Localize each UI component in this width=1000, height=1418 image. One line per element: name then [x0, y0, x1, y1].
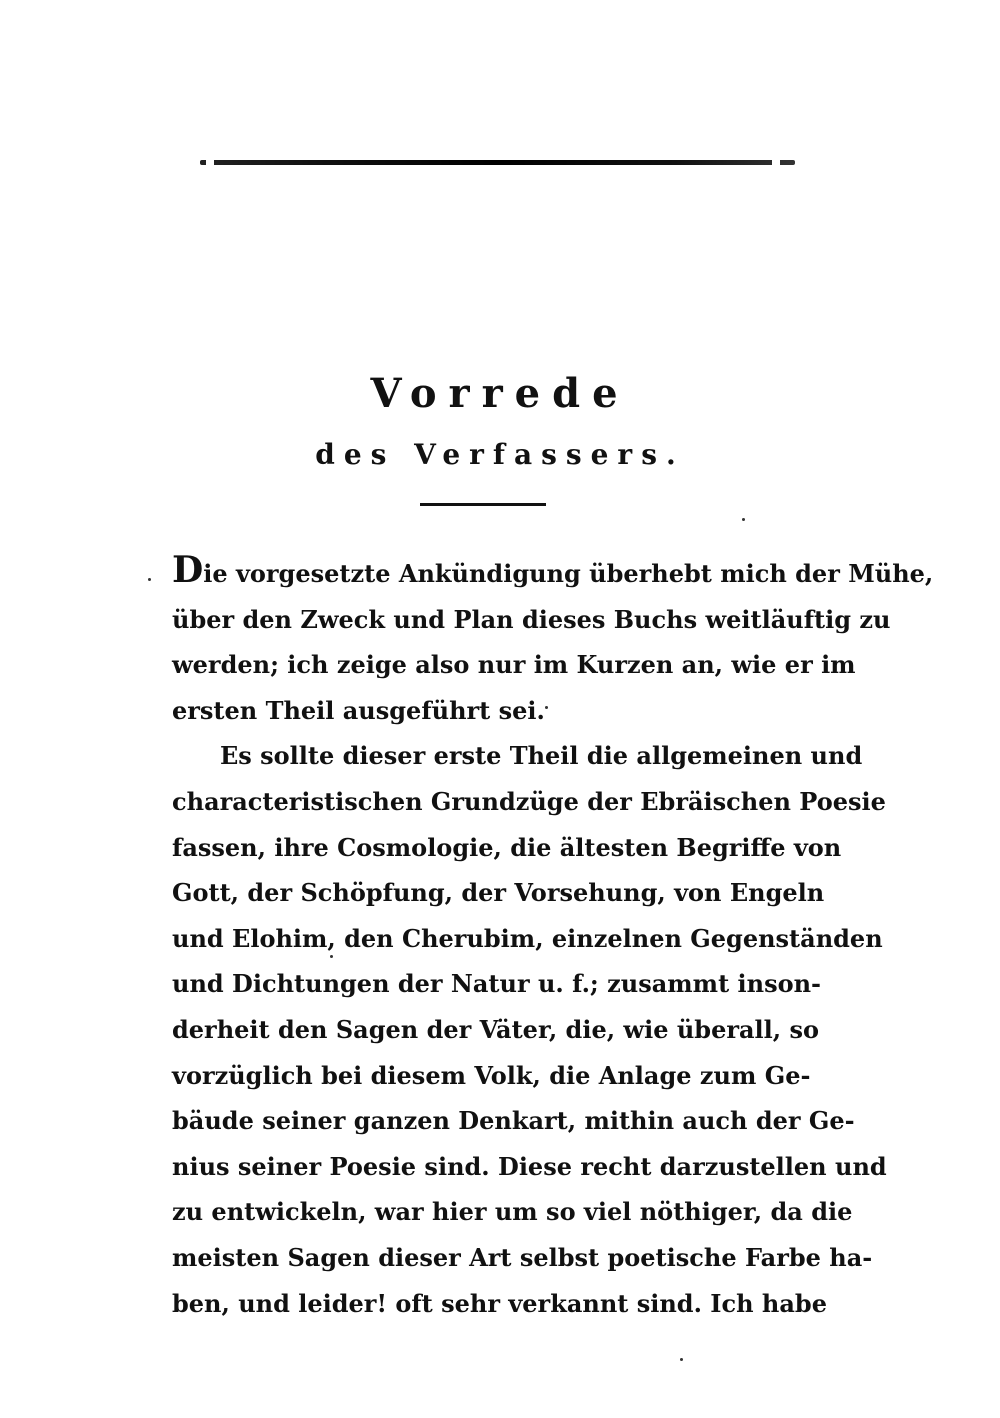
text-line: über den Zweck und Plan dieses Buchs weitläuftig zu — [172, 604, 891, 634]
text-line: und Elohim, den Cherubim, einzelnen Gegenständen — [172, 923, 883, 953]
text-line: nius seiner Poesie sind. Diese recht darzustellen und — [172, 1151, 887, 1181]
page-subtitle: des Verfassers. — [315, 438, 685, 471]
paragraph-2 — [172, 733, 887, 1326]
text-line: derheit den Sagen der Väter, die, wie überall, so — [172, 1014, 819, 1044]
text-line: Gott, der Schöpfung, der Vorsehung, von Engeln — [172, 878, 825, 908]
page-title: Vorrede — [370, 370, 630, 417]
text-line: zu entwickeln, war hier um so viel nöthiger, da die — [172, 1197, 853, 1227]
text-line: characteristischen Grundzüge der Ebräischen Poesie — [172, 786, 886, 816]
text-line: ben, und leider! oft sehr verkannt sind. Ich habe — [172, 1288, 827, 1318]
text-line: vorzüglich bei diesem Volk, die Anlage zum Ge- — [172, 1060, 811, 1090]
top-rule — [200, 160, 795, 165]
print-speck — [742, 518, 745, 521]
print-speck — [545, 706, 548, 709]
rule-gap — [206, 160, 214, 165]
paragraph-1 — [172, 548, 934, 733]
text-line: Es sollte dieser erste Theil die allgemeinen und — [220, 741, 863, 771]
text-line: Die vorgesetzte Ankündigung überhebt mich der Mühe, — [172, 549, 934, 591]
print-speck — [330, 955, 333, 958]
text-line: werden; ich zeige also nur im Kurzen an, wie er im — [172, 650, 856, 680]
body-text — [172, 548, 934, 1326]
text-line: meisten Sagen dieser Art selbst poetische Farbe ha- — [172, 1242, 873, 1272]
print-speck — [680, 1358, 683, 1361]
text-line: bäude seiner ganzen Denkart, mithin auch der Ge- — [172, 1106, 855, 1136]
rule-gap — [772, 160, 780, 165]
print-speck — [148, 578, 151, 581]
title-divider — [420, 503, 546, 506]
text-line: ersten Theil ausgeführt sei. — [172, 695, 545, 725]
text-line: und Dichtungen der Natur u. f.; zusammt inson- — [172, 969, 822, 999]
text-line: fassen, ihre Cosmologie, die ältesten Begriffe von — [172, 832, 842, 862]
